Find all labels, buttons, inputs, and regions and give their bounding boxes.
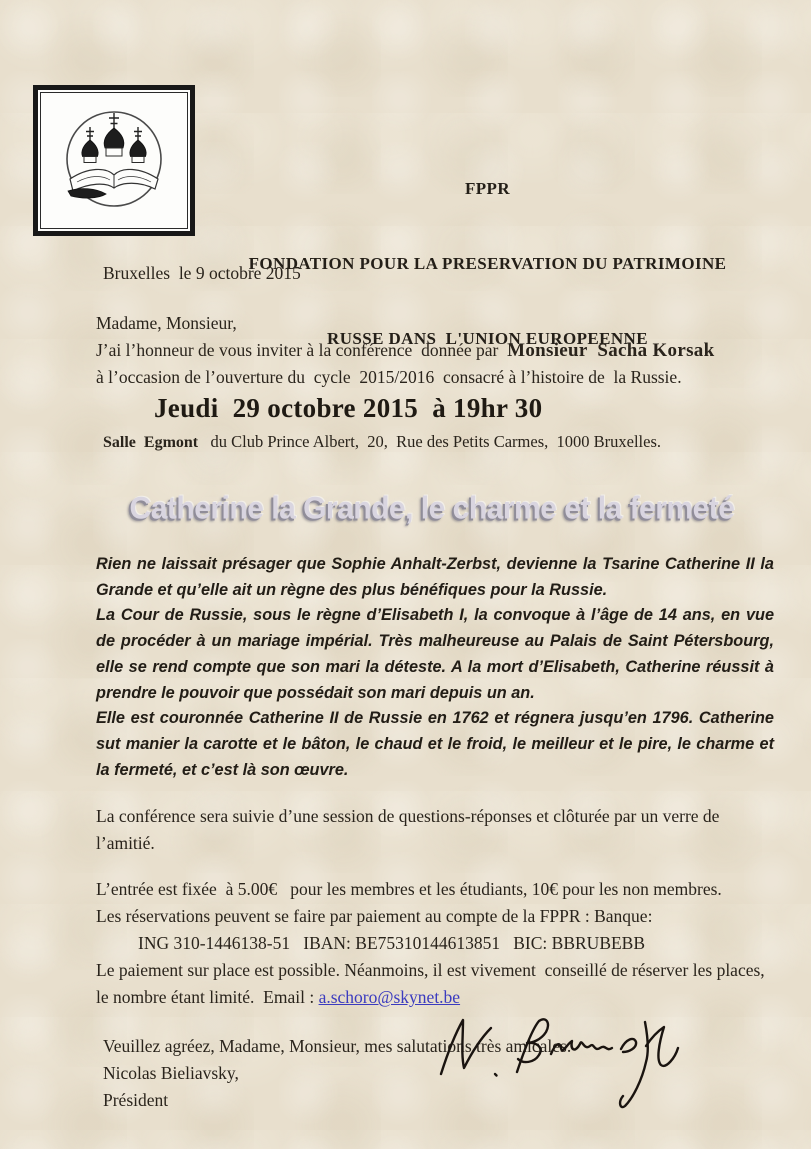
abstract-paragraph-2: La Cour de Russie, sous le règne d’Elisabeth I, la convoque à l’âge de 14 ans, en vue de procéder à un mariage impérial. Très malheureuse au Palais de Saint Pétersbourg, elle se rend compte que son mari la déteste. A la mort d’Elisabeth, Catherine réussit à prendre le pouvoir que possédait son mari depuis un an. bbox=[96, 606, 774, 702]
closing-formula: Veuillez agréez, Madame, Monsieur, mes salutations très amicales. bbox=[103, 1036, 572, 1057]
venue-address: du Club Prince Albert, 20, Rue des Petits Carmes, 1000 Bruxelles. bbox=[198, 432, 661, 451]
qa-session-note: La conférence sera suivie d’une session de questions-réponses et clôturée par un verre de l’amitié. bbox=[96, 806, 720, 854]
invitation-line2: à l’occasion de l’ouverture du cycle 2015/2016 consacré à l’histoire de la Russie. bbox=[96, 367, 682, 387]
payment-text: Le paiement sur place est possible. Néanmoins, il est vivement conseillé de réserver les places, le nombre étant limité. Email : bbox=[96, 960, 770, 1008]
org-acronym: FPPR bbox=[464, 179, 511, 198]
venue-room: Salle Egmont bbox=[103, 434, 199, 451]
venue-line bbox=[103, 428, 768, 456]
bank-details: ING 310-1446138-51 IBAN: BE75310144613851 BIC: BBRUBEBB bbox=[138, 933, 646, 954]
invitation-paragraph bbox=[96, 337, 768, 391]
abstract-paragraph-1: Rien ne laissait présager que Sophie Anhalt-Zerbst, devienne la Tsarine Catherine II la Grande et qu’elle ait un règne des plus bénéfiques pour la Russie. bbox=[96, 555, 774, 599]
speaker-name: Monsieur Sacha Korsak bbox=[507, 340, 715, 361]
signer-name: Nicolas Bieliavsky, bbox=[103, 1063, 239, 1084]
org-name-line1: FONDATION POUR LA PRESERVATION DU PATRIMOINE bbox=[248, 254, 727, 273]
reservation-line: Les réservations peuvent se faire par paiement au compte de la FPPR : Banque: bbox=[96, 906, 653, 927]
fees-section bbox=[96, 876, 776, 1011]
event-datetime: Jeudi 29 octobre 2015 à 19hr 30 bbox=[154, 393, 543, 423]
letter-body bbox=[96, 260, 774, 1114]
abstract-paragraph-3: Elle est couronnée Catherine II de Russie en 1762 et régnera jusqu’en 1796. Catherine sut manier la carotte et le bâton, le chaud et le froid, le meilleur et le pire, le charme et la fermeté, et c’est là son œuvre. bbox=[96, 709, 774, 779]
price-line: L’entrée est fixée à 5.00€ pour les membres et les étudiants, 10€ pour les non membres. bbox=[96, 879, 722, 900]
dateline: Bruxelles le 9 octobre 2015 bbox=[103, 263, 301, 283]
signer-title: Président bbox=[103, 1090, 169, 1111]
lecture-title: Catherine la Grande, le charme et la fermeté bbox=[129, 491, 735, 526]
invitation-text: J’ai l’honneur de vous inviter à la conférence donnée par bbox=[96, 340, 508, 360]
email-link[interactable]: a.schoro@skynet.be bbox=[318, 987, 461, 1008]
handwritten-signature bbox=[425, 1008, 705, 1123]
fppr-logo bbox=[33, 85, 195, 236]
org-name-line2: RUSSE DANS L'UNION EUROPEENNE bbox=[327, 329, 648, 348]
payment-line bbox=[96, 957, 776, 1011]
signature-scribble-icon bbox=[425, 1110, 705, 1127]
lecture-abstract bbox=[96, 552, 774, 783]
salutation: Madame, Monsieur, bbox=[96, 313, 237, 333]
